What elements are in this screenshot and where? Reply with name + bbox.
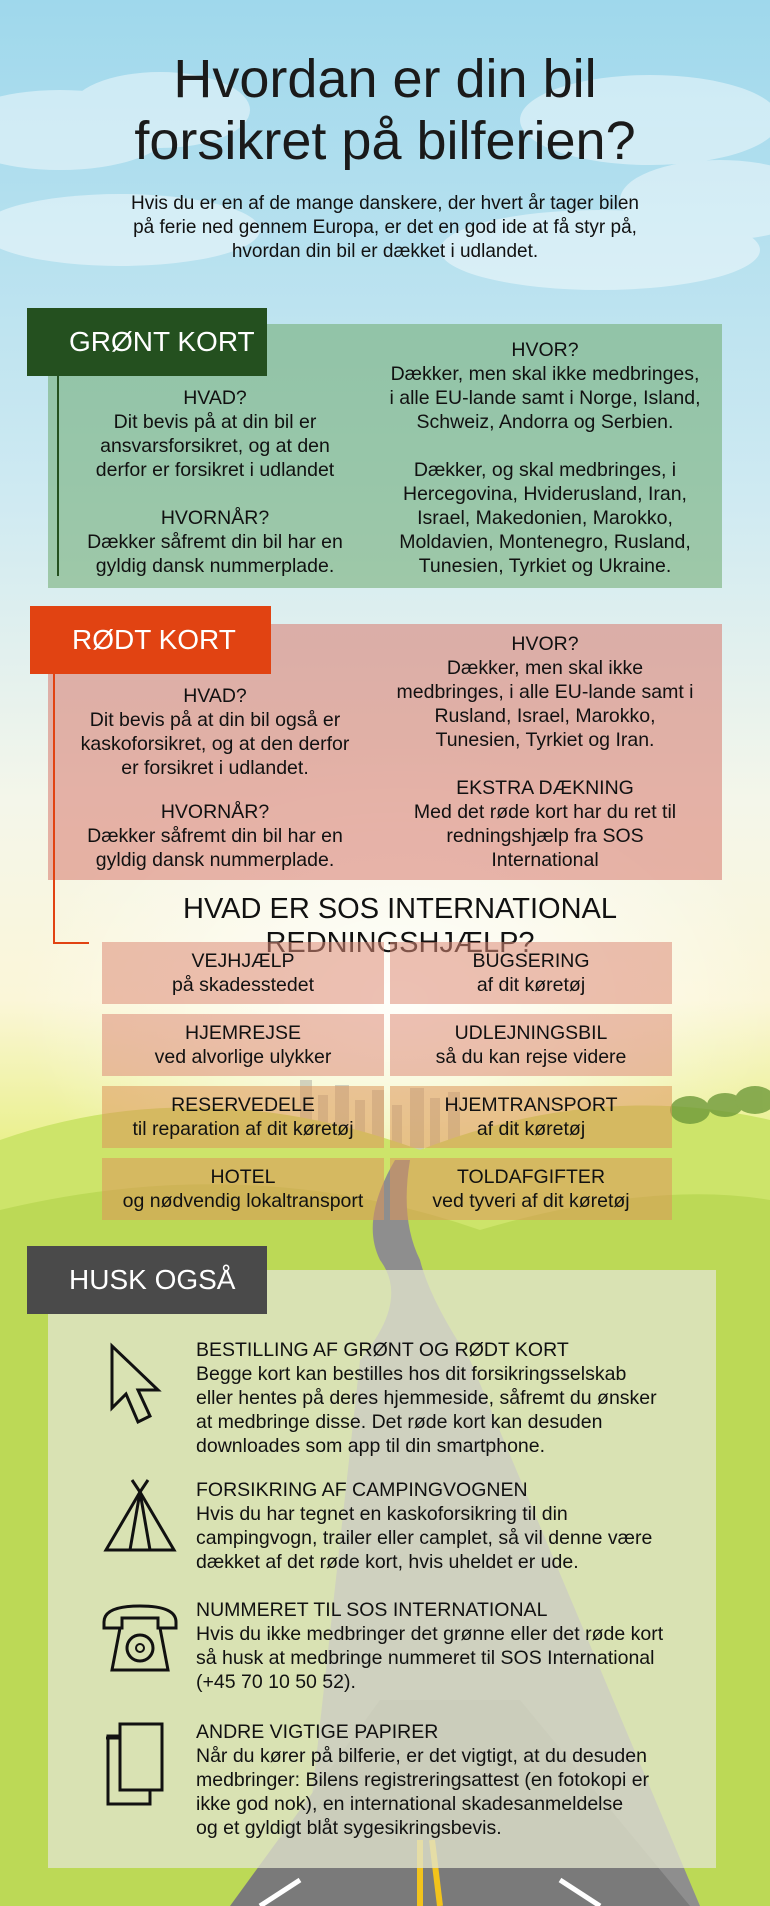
- green-hvornaar-block: [70, 506, 360, 578]
- intro-line-3: hvordan din bil er dækket i udlandet.: [231, 241, 539, 262]
- husk-item-line: (+45 70 10 50 52).: [196, 1671, 356, 1693]
- tile-heading: UDLEJNINGSBIL: [454, 1022, 608, 1044]
- tile-heading: HJEMTRANSPORT: [444, 1094, 618, 1116]
- husk-item-line: at medbringe disse. Det røde kort kan desuden: [196, 1411, 603, 1433]
- intro-text: [100, 192, 670, 264]
- tile-heading: BUGSERING: [472, 950, 590, 972]
- green-hvor-line: Dækker, men skal ikke medbringes,: [390, 363, 700, 385]
- tile-heading: RESERVEDELE: [171, 1094, 315, 1116]
- green-hvor-line: Schweiz, Andorra og Serbien.: [416, 411, 674, 433]
- green-hvad-line: derfor er forsikret i udlandet: [95, 459, 335, 481]
- husk-item-heading: NUMMERET TIL SOS INTERNATIONAL: [196, 1599, 548, 1621]
- intro-line-2: på ferie ned gennem Europa, er det en god ide at få styr på,: [133, 217, 637, 238]
- tile-sub: på skadesstedet: [171, 974, 314, 996]
- tile-heading: HJEMREJSE: [185, 1022, 301, 1044]
- title-line-2: forsikret på bilferien?: [134, 111, 636, 171]
- sos-tile-reservedele: [102, 1086, 384, 1148]
- green-hvor-line: Dækker, og skal medbringes, i: [413, 459, 677, 481]
- green-hvad-line: Dit bevis på at din bil er: [113, 411, 317, 433]
- green-hvor-line: Tunesien, Tyrkiet og Ukraine.: [418, 555, 672, 577]
- husk-item-line: Hvis du har tegnet en kaskoforsikring til din: [196, 1503, 568, 1525]
- red-hvad-line: Dit bevis på at din bil også er: [89, 709, 341, 731]
- husk-item-line: Begge kort kan bestilles hos dit forsikringsselskab: [196, 1363, 627, 1385]
- husk-item-line: eller hentes på deres hjemmeside, såfremt du ønsker: [196, 1387, 657, 1409]
- green-hvornaar-line: Dækker såfremt din bil har en: [87, 531, 343, 553]
- red-ekstra-block: [380, 776, 710, 872]
- husk-item-heading: BESTILLING AF GRØNT OG RØDT KORT: [196, 1339, 569, 1361]
- green-hvad-line: ansvarsforsikret, og at den: [100, 435, 330, 457]
- page-title: [0, 48, 770, 172]
- red-hvor-heading: HVOR?: [511, 633, 579, 655]
- red-hvornaar-line: gyldig dansk nummerplade.: [95, 849, 335, 871]
- husk-item-line: dækket af det røde kort, hvis uheldet er ude.: [196, 1551, 579, 1573]
- tile-sub: af dit køretøj: [476, 974, 586, 996]
- husk-item-line: campingvogn, trailer eller camplet, så vil denne være: [196, 1527, 653, 1549]
- husk-item-line: downloades som app til din smartphone.: [196, 1435, 546, 1457]
- red-connector-line: [53, 674, 55, 942]
- husk-item-nummer: [196, 1598, 696, 1694]
- tent-icon: [100, 1476, 180, 1556]
- documents-icon: [100, 1720, 170, 1808]
- green-hvad-block: [70, 386, 360, 482]
- sos-tile-hjemtransport: [390, 1086, 672, 1148]
- husk-item-bestilling: [196, 1338, 696, 1458]
- red-ekstra-line: redningshjælp fra SOS: [446, 825, 644, 847]
- red-hvad-heading: HVAD?: [183, 685, 247, 707]
- green-connector-line: [57, 376, 59, 576]
- telephone-icon: [100, 1600, 180, 1676]
- red-hvad-block: [70, 684, 360, 780]
- red-hvor-block: [380, 632, 710, 752]
- sos-tile-hjemrejse: [102, 1014, 384, 1076]
- red-hvad-line: kaskoforsikret, og at den derfor: [80, 733, 350, 755]
- tile-heading: HOTEL: [210, 1166, 276, 1188]
- red-hvor-line: Rusland, Israel, Marokko,: [434, 705, 656, 727]
- sos-tile-toldafgifter: [390, 1158, 672, 1220]
- red-hvor-line: medbringes, i alle EU-lande samt i: [396, 681, 694, 703]
- cursor-icon: [100, 1342, 172, 1432]
- husk-item-heading: ANDRE VIGTIGE PAPIRER: [196, 1721, 439, 1743]
- tile-heading: VEJHJÆLP: [191, 950, 295, 972]
- green-hvor-heading: HVOR?: [511, 339, 579, 361]
- green-card-label: GRØNT KORT: [27, 308, 267, 376]
- husk-item-heading: FORSIKRING AF CAMPINGVOGNEN: [196, 1479, 528, 1501]
- red-hvornaar-heading: HVORNÅR?: [160, 801, 270, 823]
- sos-tile-vejhjaelp: [102, 942, 384, 1004]
- tile-sub: til reparation af dit køretøj: [132, 1118, 354, 1140]
- green-hvor-block: [380, 338, 710, 578]
- sos-tile-udlejningsbil: [390, 1014, 672, 1076]
- husk-item-papirer: [196, 1720, 696, 1840]
- sos-tile-bugsering: [390, 942, 672, 1004]
- green-hvornaar-heading: HVORNÅR?: [160, 507, 270, 529]
- tile-sub: ved tyveri af dit køretøj: [432, 1190, 630, 1212]
- green-hvor-line: Moldavien, Montenegro, Rusland,: [399, 531, 691, 553]
- husk-item-campingvogn: [196, 1478, 696, 1574]
- red-hvor-line: Dækker, men skal ikke: [446, 657, 644, 679]
- husk-item-line: medbringer: Bilens registreringsattest (en fotokopi er: [196, 1769, 650, 1791]
- tile-sub: af dit køretøj: [476, 1118, 586, 1140]
- green-hvor-line: i alle EU-lande samt i Norge, Island,: [389, 387, 701, 409]
- sos-tile-hotel: [102, 1158, 384, 1220]
- tile-sub: ved alvorlige ulykker: [154, 1046, 332, 1068]
- tile-heading: TOLDAFGIFTER: [456, 1166, 606, 1188]
- intro-line-1: Hvis du er en af de mange danskere, der hvert år tager bilen: [130, 193, 639, 214]
- green-hvor-line: Israel, Makedonien, Marokko,: [417, 507, 673, 529]
- green-hvor-line: Hercegovina, Hviderusland, Iran,: [403, 483, 687, 505]
- red-hvad-line: er forsikret i udlandet.: [121, 757, 309, 779]
- red-card-label: RØDT KORT: [30, 606, 271, 674]
- sos-section-title: HVAD ER SOS INTERNATIONAL: [183, 893, 617, 925]
- tile-sub: og nødvendig lokaltransport: [122, 1190, 364, 1212]
- red-ekstra-heading: EKSTRA DÆKNING: [456, 777, 634, 799]
- green-hvad-heading: HVAD?: [183, 387, 247, 409]
- red-ekstra-line: Med det røde kort har du ret til: [413, 801, 677, 823]
- red-hvor-line: Tunesien, Tyrkiet og Iran.: [435, 729, 655, 751]
- husk-label: HUSK OGSÅ: [27, 1246, 267, 1314]
- red-ekstra-line: International: [491, 849, 599, 871]
- husk-item-line: ikke god nok), en international skadesanmeldelse: [196, 1793, 624, 1815]
- husk-item-line: og et gyldigt blåt sygesikringsbevis.: [196, 1817, 502, 1839]
- green-hvornaar-line: gyldig dansk nummerplade.: [95, 555, 335, 577]
- title-line-1: Hvordan er din bil: [173, 49, 597, 109]
- husk-item-line: Hvis du ikke medbringer det grønne eller det røde kort: [196, 1623, 664, 1645]
- husk-item-line: så husk at medbringe nummeret til SOS International: [196, 1647, 655, 1669]
- tile-sub: så du kan rejse videre: [435, 1046, 627, 1068]
- red-hvornaar-block: [70, 800, 360, 872]
- red-hvornaar-line: Dækker såfremt din bil har en: [87, 825, 343, 847]
- husk-item-line: Når du kører på bilferie, er det vigtigt, at du desuden: [196, 1745, 647, 1767]
